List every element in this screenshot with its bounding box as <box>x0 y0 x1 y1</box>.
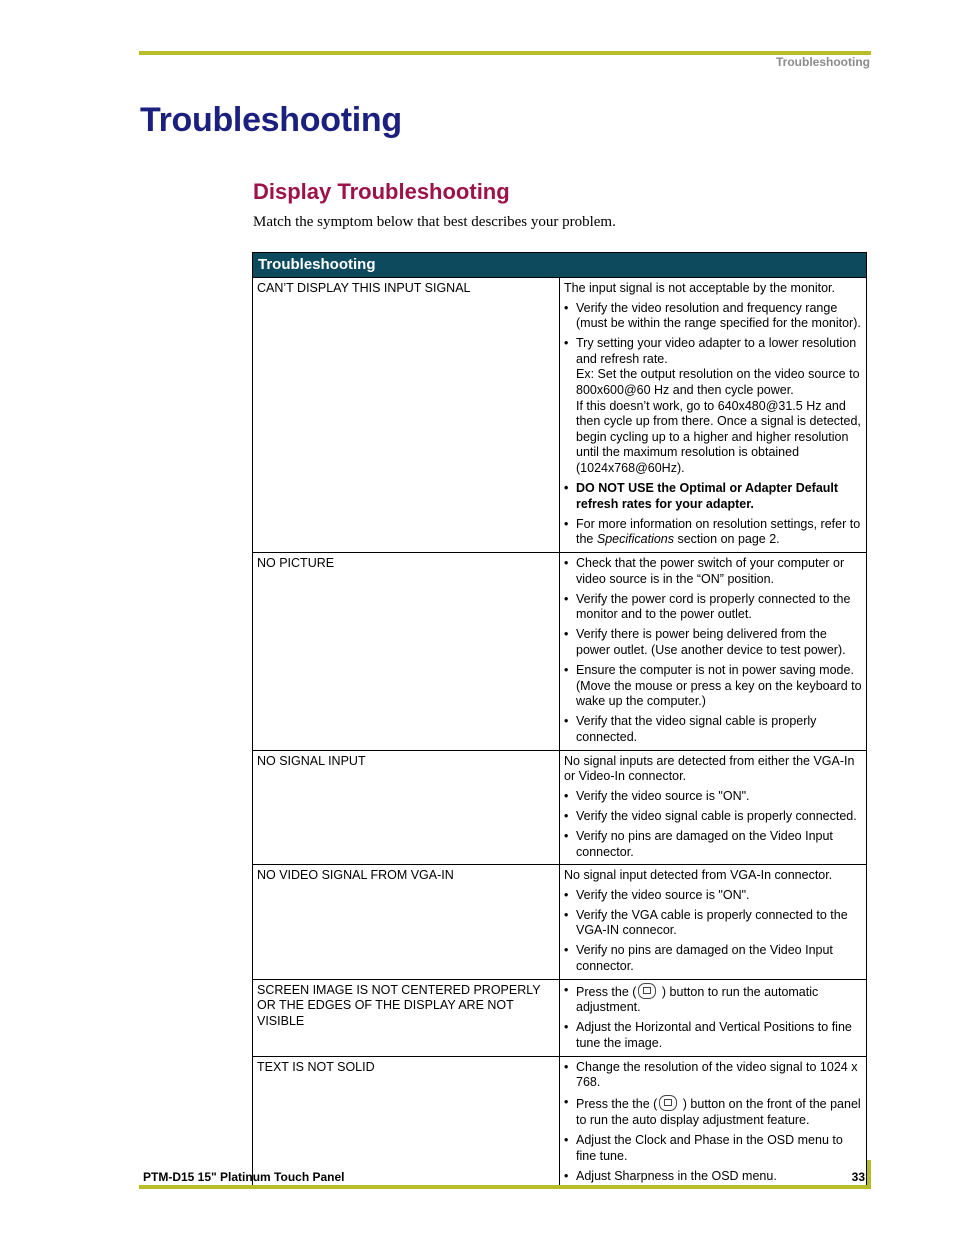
solution-item <box>564 888 862 904</box>
solution-item <box>564 714 862 745</box>
bullet-icon: • <box>564 1059 569 1074</box>
solution-lead: The input signal is not acceptable by the monitor. <box>564 281 835 295</box>
solution-text: Change the resolution of the video signal to 1024 x 768. <box>576 1059 858 1090</box>
bullet-icon: • <box>564 907 569 922</box>
solution-text: Try setting your video adapter to a lower resolution and refresh rate. <box>576 336 857 366</box>
section-intro: Match the symptom below that best describes your problem. <box>253 214 616 230</box>
symptom-cell: NO SIGNAL INPUT <box>253 750 560 865</box>
solution-text: Press the ( <box>576 984 637 999</box>
solution-cell <box>560 865 867 980</box>
table-row <box>253 278 867 553</box>
solution-list <box>564 556 862 746</box>
bullet-icon: • <box>564 808 569 823</box>
troubleshooting-table <box>252 252 867 1189</box>
solution-item <box>564 592 862 623</box>
solution-item <box>564 809 862 825</box>
specifications-reference: Specifications <box>596 532 674 547</box>
solution-list <box>564 301 862 548</box>
solution-cell <box>560 1056 867 1189</box>
auto-adjust-icon <box>638 983 656 999</box>
bullet-icon: • <box>564 1132 569 1147</box>
solution-item <box>564 983 862 1016</box>
solution-lead: No signal inputs are detected from either the VGA-In or Video-In connector. <box>564 753 855 784</box>
table-row <box>253 979 867 1056</box>
solution-item <box>564 1020 862 1051</box>
solution-text-continued: ) button on the front of the panel to run the auto display adjustment feature. <box>576 1097 861 1127</box>
solution-cell <box>560 553 867 751</box>
solution-item <box>564 1169 862 1185</box>
bullet-icon: • <box>564 300 569 315</box>
solution-list <box>564 789 862 860</box>
bullet-icon: • <box>564 591 569 606</box>
solution-text: Verify the video resolution and frequency range (must be within the range specified for the monitor). <box>576 300 861 331</box>
page-number: 33 <box>851 1170 865 1184</box>
bullet-icon: • <box>564 481 569 496</box>
solution-lead: No signal input detected from VGA-In connector. <box>564 868 833 883</box>
solution-example-line: Ex: Set the output resolution on the video source to 800x600@60 Hz and then cycle power. <box>576 367 860 398</box>
solution-item <box>564 789 862 805</box>
solution-text-continued: ) button to run the automatic adjustment. <box>576 984 819 1015</box>
solution-text: Ensure the computer is not in power saving mode. (Move the mouse or press a key on the keyboard to wake up the computer.) <box>576 663 862 709</box>
table-header: Troubleshooting <box>253 253 867 278</box>
solution-item <box>564 481 862 512</box>
solution-text: Verify the VGA cable is properly connected to the VGA-IN connecor. <box>576 907 848 938</box>
solution-text: Verify the video source is "ON". <box>576 887 750 902</box>
solution-item <box>564 663 862 710</box>
bullet-icon: • <box>564 516 569 531</box>
symptom-cell: NO PICTURE <box>253 553 560 751</box>
running-head: Troubleshooting <box>776 55 870 69</box>
table-row <box>253 750 867 865</box>
solution-text: Verify no pins are damaged on the Video Input connector. <box>576 943 833 974</box>
bullet-icon: • <box>564 714 569 729</box>
solution-item <box>564 517 862 548</box>
solution-list <box>564 1060 862 1185</box>
solution-text: Verify there is power being delivered from the power outlet. (Use another device to test power). <box>576 627 846 657</box>
table-row <box>253 865 867 980</box>
bullet-icon: • <box>564 1168 569 1183</box>
footer-rule <box>139 1185 871 1189</box>
solution-list <box>564 888 862 975</box>
bullet-icon: • <box>564 663 569 678</box>
solution-list <box>564 983 862 1052</box>
solution-cell <box>560 278 867 553</box>
table-row <box>253 1056 867 1189</box>
bullet-icon: • <box>564 982 569 997</box>
solution-item <box>564 1060 862 1091</box>
symptom-cell: TEXT IS NOT SOLID <box>253 1056 560 1189</box>
solution-text: DO NOT USE the Optimal or Adapter Default refresh rates for your adapter. <box>576 481 839 511</box>
bullet-icon: • <box>564 788 569 803</box>
table-body <box>253 278 867 1189</box>
solution-text: Verify the video signal cable is properly connected. <box>576 808 857 823</box>
solution-text: Verify the video source is "ON". <box>576 788 750 803</box>
solution-item <box>564 943 862 974</box>
footer-product: PTM-D15 15" Platinum Touch Panel <box>143 1170 345 1184</box>
bullet-icon: • <box>564 336 569 351</box>
solution-text: Verify the power cord is properly connected to the monitor and to the power outlet. <box>576 591 851 622</box>
header-rule <box>139 51 871 55</box>
solution-item <box>564 627 862 658</box>
symptom-cell: NO VIDEO SIGNAL FROM VGA-IN <box>253 865 560 980</box>
bullet-icon: • <box>564 1095 569 1110</box>
auto-adjust-icon <box>659 1095 677 1111</box>
solution-text: Adjust Sharpness in the OSD menu. <box>576 1168 777 1183</box>
solution-example-line: If this doesn’t work, go to 640x480@31.5 Hz and then cycle up from there. Once a signal is detected, begin cycling up to a higher and higher resolution until the maximum resolution is obtained (1024x768@60Hz). <box>576 398 861 476</box>
solution-text: Verify no pins are damaged on the Video Input connector. <box>576 828 833 859</box>
solution-item <box>564 556 862 587</box>
footer-side-rule <box>867 1160 871 1187</box>
symptom-cell: SCREEN IMAGE IS NOT CENTERED PROPERLY OR THE EDGES OF THE DISPLAY ARE NOT VISIBLE <box>253 979 560 1056</box>
solution-item <box>564 336 862 476</box>
solution-cell <box>560 979 867 1056</box>
solution-cell <box>560 750 867 865</box>
solution-text: Verify that the video signal cable is properly connected. <box>576 714 817 744</box>
solution-text: Adjust the Clock and Phase in the OSD menu to fine tune. <box>576 1132 843 1163</box>
symptom-cell: CAN’T DISPLAY THIS INPUT SIGNAL <box>253 278 560 553</box>
bullet-icon: • <box>564 1020 569 1035</box>
bullet-icon: • <box>564 556 569 570</box>
solution-item <box>564 829 862 860</box>
solution-item <box>564 1095 862 1128</box>
page-title: Troubleshooting <box>140 101 402 139</box>
bullet-icon: • <box>564 627 569 642</box>
bullet-icon: • <box>564 887 569 902</box>
bullet-icon: • <box>564 943 569 958</box>
solution-item <box>564 908 862 939</box>
solution-text-continued: section on page 2. <box>677 532 780 547</box>
table-row <box>253 553 867 751</box>
solution-text: Press the the ( <box>576 1097 658 1112</box>
bullet-icon: • <box>564 828 569 843</box>
solution-text: For more information on resolution settings, refer to the <box>576 516 861 547</box>
solution-text: Adjust the Horizontal and Vertical Positions to fine tune the image. <box>576 1020 852 1050</box>
section-title: Display Troubleshooting <box>253 179 510 204</box>
solution-item <box>564 1133 862 1164</box>
solution-item <box>564 301 862 332</box>
solution-text: Check that the power switch of your computer or video source is in the “ON” position. <box>576 556 845 586</box>
